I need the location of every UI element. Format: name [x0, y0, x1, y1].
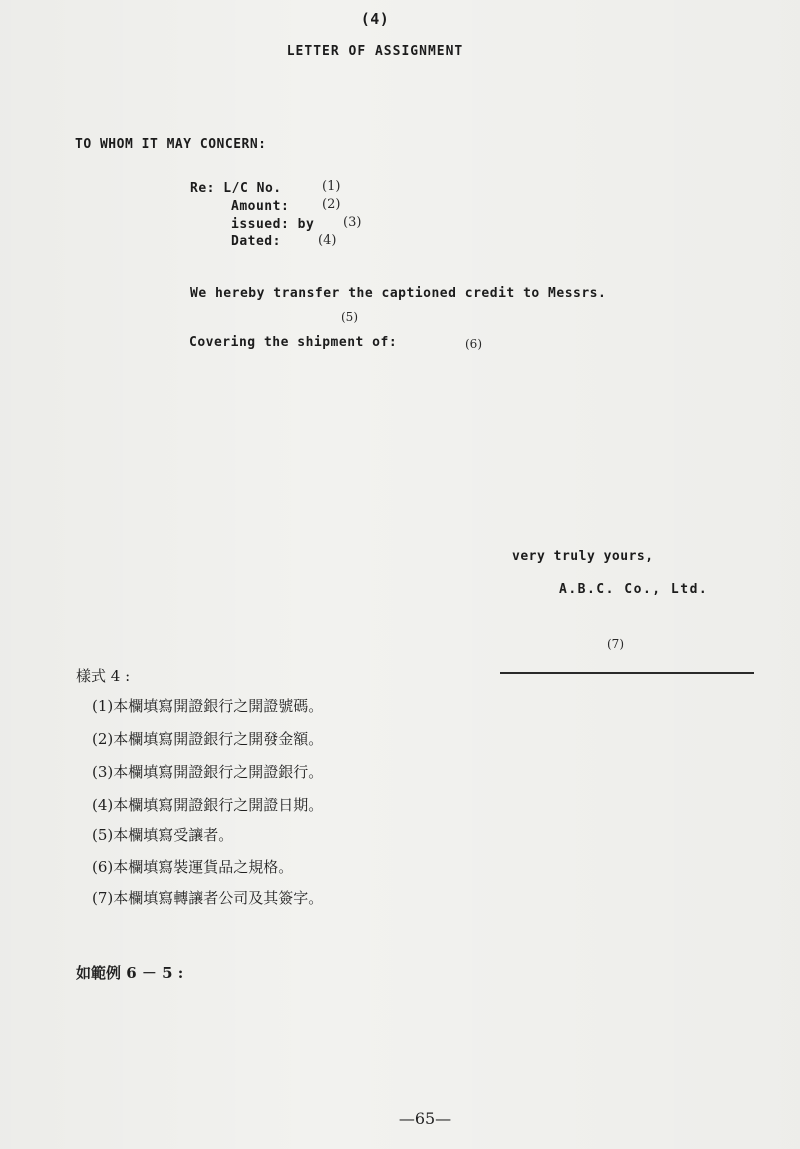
shipment-number: (6) — [465, 337, 482, 351]
section-number: (4) — [360, 10, 390, 28]
transfer-text: We hereby transfer the captioned credit to Messrs. — [190, 286, 607, 301]
shipment-text: Covering the shipment of: — [189, 335, 398, 350]
list-item: (5)本欄填寫受讓者。 — [92, 826, 234, 844]
ref-dated-number: (4) — [318, 233, 337, 248]
ref-lc-no-number: (1) — [322, 179, 341, 194]
list-item: (4)本欄填寫開證銀行之開證日期。 — [92, 796, 324, 814]
company-name: A.B.C. Co., Ltd. — [559, 582, 709, 597]
signature-line — [500, 672, 754, 674]
ref-amount-number: (2) — [322, 197, 341, 212]
list-item: (6)本欄填寫裝運貨品之規格。 — [92, 858, 294, 876]
closing-text: very truly yours, — [512, 549, 654, 564]
list-item: (1)本欄填寫開證銀行之開證號碼。 — [92, 697, 324, 715]
list-item: (7)本欄填寫轉讓者公司及其簽字。 — [92, 889, 324, 907]
ref-issued-label: issued: by — [231, 217, 315, 232]
list-item: (3)本欄填寫開證銀行之開證銀行。 — [92, 763, 324, 781]
ref-lc-no-label: Re: L/C No. — [190, 181, 282, 196]
ref-amount-label: Amount: — [231, 199, 290, 214]
ref-dated-label: Dated: — [231, 234, 281, 249]
signature-number: (7) — [607, 637, 624, 651]
example-reference: 如範例 6 － 5 : — [76, 964, 184, 982]
letter-title: LETTER OF ASSIGNMENT — [286, 44, 464, 59]
notes-heading: 樣式 4 : — [76, 667, 131, 685]
transfer-number: (5) — [341, 310, 358, 324]
list-item: (2)本欄填寫開證銀行之開發金額。 — [92, 730, 324, 748]
salutation: TO WHOM IT MAY CONCERN: — [75, 137, 267, 152]
ref-issued-number: (3) — [343, 215, 362, 230]
page-number: —65— — [398, 1109, 452, 1128]
